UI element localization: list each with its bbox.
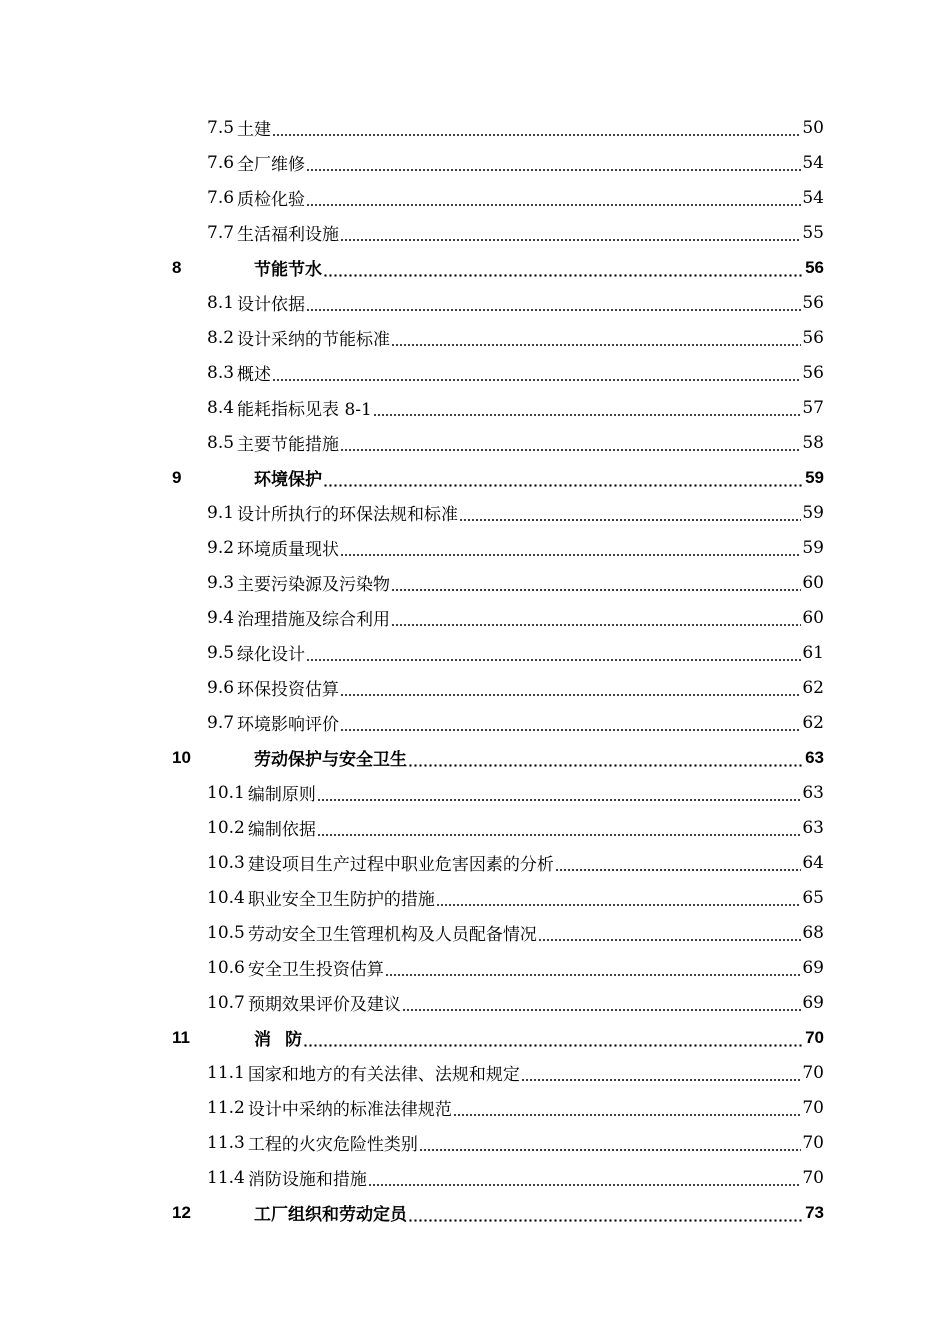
- toc-entry-title: 工厂组织和劳动定员: [254, 1205, 407, 1224]
- toc-entry-title: 主要污染源及污染物: [237, 575, 391, 595]
- toc-entry-page-number: 59: [802, 537, 824, 558]
- toc-entry-page-number: 62: [802, 712, 824, 733]
- toc-entry-title: 概述: [237, 365, 272, 385]
- toc-dot-leader: [340, 239, 801, 241]
- toc-entry-page-number: 54: [802, 187, 824, 208]
- toc-section-entry[interactable]: [207, 425, 824, 460]
- toc-dot-leader: [340, 694, 801, 696]
- toc-entry-page-number: 63: [802, 782, 824, 803]
- toc-dot-leader: [408, 764, 804, 767]
- toc-entry-title: 环境影响评价: [237, 715, 340, 735]
- toc-entry-number: 8.2: [207, 327, 235, 348]
- toc-entry-page-number: 56: [802, 292, 824, 313]
- toc-section-entry[interactable]: [207, 215, 824, 250]
- toc-dot-leader: [555, 869, 802, 871]
- toc-dot-leader: [391, 624, 801, 626]
- toc-entry-number: 7.6: [207, 152, 235, 173]
- toc-section-entry[interactable]: [207, 530, 824, 565]
- toc-entry-title: 安全卫生投资估算: [247, 960, 384, 980]
- toc-entry-page-number: 58: [802, 432, 824, 453]
- toc-entry-title: 土建: [237, 120, 272, 140]
- toc-dot-leader: [459, 519, 801, 521]
- toc-entry-number: 9.6: [207, 677, 235, 698]
- toc-section-entry[interactable]: [207, 845, 824, 880]
- toc-dot-leader: [272, 379, 801, 381]
- toc-entry-title: 环保投资估算: [237, 680, 340, 700]
- toc-section-entry[interactable]: [207, 180, 824, 215]
- toc-entry-title: 劳动保护与安全卫生: [254, 750, 407, 769]
- toc-entry-number: 10.4: [207, 887, 245, 908]
- toc-dot-leader: [436, 904, 802, 906]
- toc-entry-page-number: 60: [802, 572, 824, 593]
- toc-section-entry[interactable]: [207, 985, 824, 1020]
- toc-entry-number: 9.2: [207, 537, 235, 558]
- toc-dot-leader: [306, 169, 801, 171]
- toc-entry-number: 9.3: [207, 572, 235, 593]
- toc-chapter-entry[interactable]: [172, 250, 824, 285]
- toc-entry-number: 10.3: [207, 852, 245, 873]
- toc-entry-page-number: 60: [802, 607, 824, 628]
- toc-entry-number: 11.2: [207, 1097, 245, 1118]
- toc-entry-number: 8.4: [207, 397, 235, 418]
- toc-entry-page-number: 59: [802, 502, 824, 523]
- toc-dot-leader: [323, 274, 804, 277]
- toc-entry-page-number: 61: [802, 642, 824, 663]
- toc-entry-page-number: 63: [802, 817, 824, 838]
- toc-entry-number: 10.5: [207, 922, 245, 943]
- toc-entry-title: 环境保护: [254, 470, 322, 489]
- toc-entry-title: 节能节水: [254, 260, 322, 279]
- toc-section-entry[interactable]: [207, 810, 824, 845]
- toc-entry-title: 设计中采纳的标准法律规范: [247, 1100, 452, 1120]
- toc-dot-leader: [419, 1149, 802, 1151]
- toc-dot-leader: [272, 134, 801, 136]
- toc-entry-title: 消 防: [254, 1030, 303, 1049]
- toc-entry-number: 10.2: [207, 817, 245, 838]
- toc-dot-leader: [323, 484, 804, 487]
- toc-entry-title: 消防设施和措施: [247, 1170, 367, 1190]
- toc-dot-leader: [521, 1079, 802, 1081]
- toc-entry-page-number: 56: [805, 257, 824, 277]
- toc-section-entry[interactable]: [207, 355, 824, 390]
- toc-entry-number: 9.7: [207, 712, 235, 733]
- toc-entry-page-number: 56: [802, 362, 824, 383]
- toc-dot-leader: [402, 1009, 802, 1011]
- toc-entry-title: 主要节能措施: [237, 435, 340, 455]
- toc-entry-title: 质检化验: [237, 190, 306, 210]
- toc-section-entry[interactable]: [207, 285, 824, 320]
- toc-dot-leader: [453, 1114, 802, 1116]
- toc-entry-title: 环境质量现状: [237, 540, 340, 560]
- toc-entry-page-number: 63: [805, 747, 824, 767]
- toc-dot-leader: [340, 449, 801, 451]
- toc-entry-title: 工程的火灾危险性类别: [247, 1135, 418, 1155]
- toc-section-entry[interactable]: [207, 915, 824, 950]
- toc-entry-number: 9.1: [207, 502, 235, 523]
- toc-entry-page-number: 70: [802, 1062, 824, 1083]
- toc-entry-title: 预期效果评价及建议: [247, 995, 401, 1015]
- toc-section-entry[interactable]: [207, 775, 824, 810]
- toc-entry-number: 11.1: [207, 1062, 245, 1083]
- toc-chapter-entry[interactable]: [172, 460, 824, 495]
- toc-section-entry[interactable]: [207, 950, 824, 985]
- toc-section-entry[interactable]: [207, 1160, 824, 1195]
- toc-entry-number: 8.3: [207, 362, 235, 383]
- toc-entry-number: 12: [172, 1202, 191, 1222]
- toc-entry-number: 11: [172, 1027, 190, 1047]
- toc-entry-title: 生活福利设施: [237, 225, 340, 245]
- toc-section-entry[interactable]: [207, 880, 824, 915]
- toc-section-entry[interactable]: [207, 705, 824, 740]
- toc-entry-title: 国家和地方的有关法律、法规和规定: [247, 1065, 520, 1085]
- toc-entry-title: 设计依据: [237, 295, 306, 315]
- toc-dot-leader: [408, 1219, 804, 1222]
- toc-entry-number: 10: [172, 747, 191, 767]
- toc-entry-page-number: 64: [802, 852, 824, 873]
- toc-entry-page-number: 54: [802, 152, 824, 173]
- toc-entry-number: 11.3: [207, 1132, 245, 1153]
- toc-dot-leader: [306, 659, 801, 661]
- toc-entry-title: 劳动安全卫生管理机构及人员配备情况: [247, 925, 537, 945]
- toc-dot-leader: [317, 834, 802, 836]
- toc-entry-title: 设计所执行的环保法规和标准: [237, 505, 459, 525]
- toc-entry-number: 7.6: [207, 187, 235, 208]
- toc-dot-leader: [317, 799, 802, 801]
- toc-entry-page-number: 56: [802, 327, 824, 348]
- toc-entry-number: 9.4: [207, 607, 235, 628]
- toc-dot-leader: [306, 309, 801, 311]
- toc-section-entry[interactable]: [207, 1055, 824, 1090]
- toc-entry-title: 职业安全卫生防护的措施: [247, 890, 435, 910]
- toc-entry-page-number: 57: [802, 397, 824, 418]
- toc-dot-leader: [391, 589, 801, 591]
- toc-section-entry[interactable]: [207, 390, 824, 425]
- toc-entry-number: 9: [172, 467, 182, 487]
- toc-chapter-entry[interactable]: [172, 740, 824, 775]
- toc-entry-title: 治理措施及综合利用: [237, 610, 391, 630]
- toc-entry-number: 10.6: [207, 957, 245, 978]
- toc-chapter-entry[interactable]: [172, 1195, 824, 1230]
- toc-section-entry[interactable]: [207, 1090, 824, 1125]
- toc-dot-leader: [391, 344, 801, 346]
- toc-dot-leader: [306, 204, 801, 206]
- toc-entry-number: 8: [172, 257, 182, 277]
- toc-chapter-entry[interactable]: [172, 1020, 824, 1055]
- toc-dot-leader: [340, 554, 801, 556]
- toc-section-entry[interactable]: [207, 670, 824, 705]
- toc-dot-leader: [303, 1044, 804, 1047]
- toc-entry-number: 8.5: [207, 432, 235, 453]
- toc-dot-leader: [538, 939, 802, 941]
- toc-entry-page-number: 70: [802, 1167, 824, 1188]
- toc-entry-title: 能耗指标见表 8-1: [237, 400, 372, 420]
- toc-entry-page-number: 68: [802, 922, 824, 943]
- toc-entry-number: 10.1: [207, 782, 245, 803]
- toc-entry-number: 7.7: [207, 222, 235, 243]
- toc-section-entry[interactable]: [207, 320, 824, 355]
- toc-entry-page-number: 62: [802, 677, 824, 698]
- toc-entry-number: 8.1: [207, 292, 235, 313]
- toc-entry-title: 设计采纳的节能标准: [237, 330, 391, 350]
- toc-entry-page-number: 69: [802, 992, 824, 1013]
- toc-section-entry[interactable]: [207, 635, 824, 670]
- toc-entry-number: 11.4: [207, 1167, 245, 1188]
- toc-entry-page-number: 70: [802, 1097, 824, 1118]
- toc-section-entry[interactable]: [207, 145, 824, 180]
- toc-entry-page-number: 73: [805, 1202, 824, 1222]
- toc-entry-page-number: 65: [802, 887, 824, 908]
- toc-entry-title: 绿化设计: [237, 645, 306, 665]
- toc-dot-leader: [340, 729, 801, 731]
- toc-entry-page-number: 70: [802, 1132, 824, 1153]
- toc-section-entry[interactable]: [207, 495, 824, 530]
- toc-entry-title: 建设项目生产过程中职业危害因素的分析: [247, 855, 554, 875]
- toc-section-entry[interactable]: [207, 565, 824, 600]
- toc-entry-title: 编制原则: [247, 785, 316, 805]
- toc-entry-page-number: 69: [802, 957, 824, 978]
- toc-entry-page-number: 55: [802, 222, 824, 243]
- toc-dot-leader: [385, 974, 802, 976]
- toc-entry-page-number: 50: [802, 117, 824, 138]
- toc-section-entry[interactable]: [207, 600, 824, 635]
- toc-section-entry[interactable]: [207, 110, 824, 145]
- toc-dot-leader: [368, 1184, 802, 1186]
- toc-dot-leader: [373, 414, 802, 416]
- toc-section-entry[interactable]: [207, 1125, 824, 1160]
- toc-entry-title: 全厂维修: [237, 155, 306, 175]
- toc-entry-number: 9.5: [207, 642, 235, 663]
- toc-entry-number: 10.7: [207, 992, 245, 1013]
- toc-entry-title: 编制依据: [247, 820, 316, 840]
- toc-entry-page-number: 59: [805, 467, 824, 487]
- toc-entry-page-number: 70: [805, 1027, 824, 1047]
- toc-entry-number: 7.5: [207, 117, 235, 138]
